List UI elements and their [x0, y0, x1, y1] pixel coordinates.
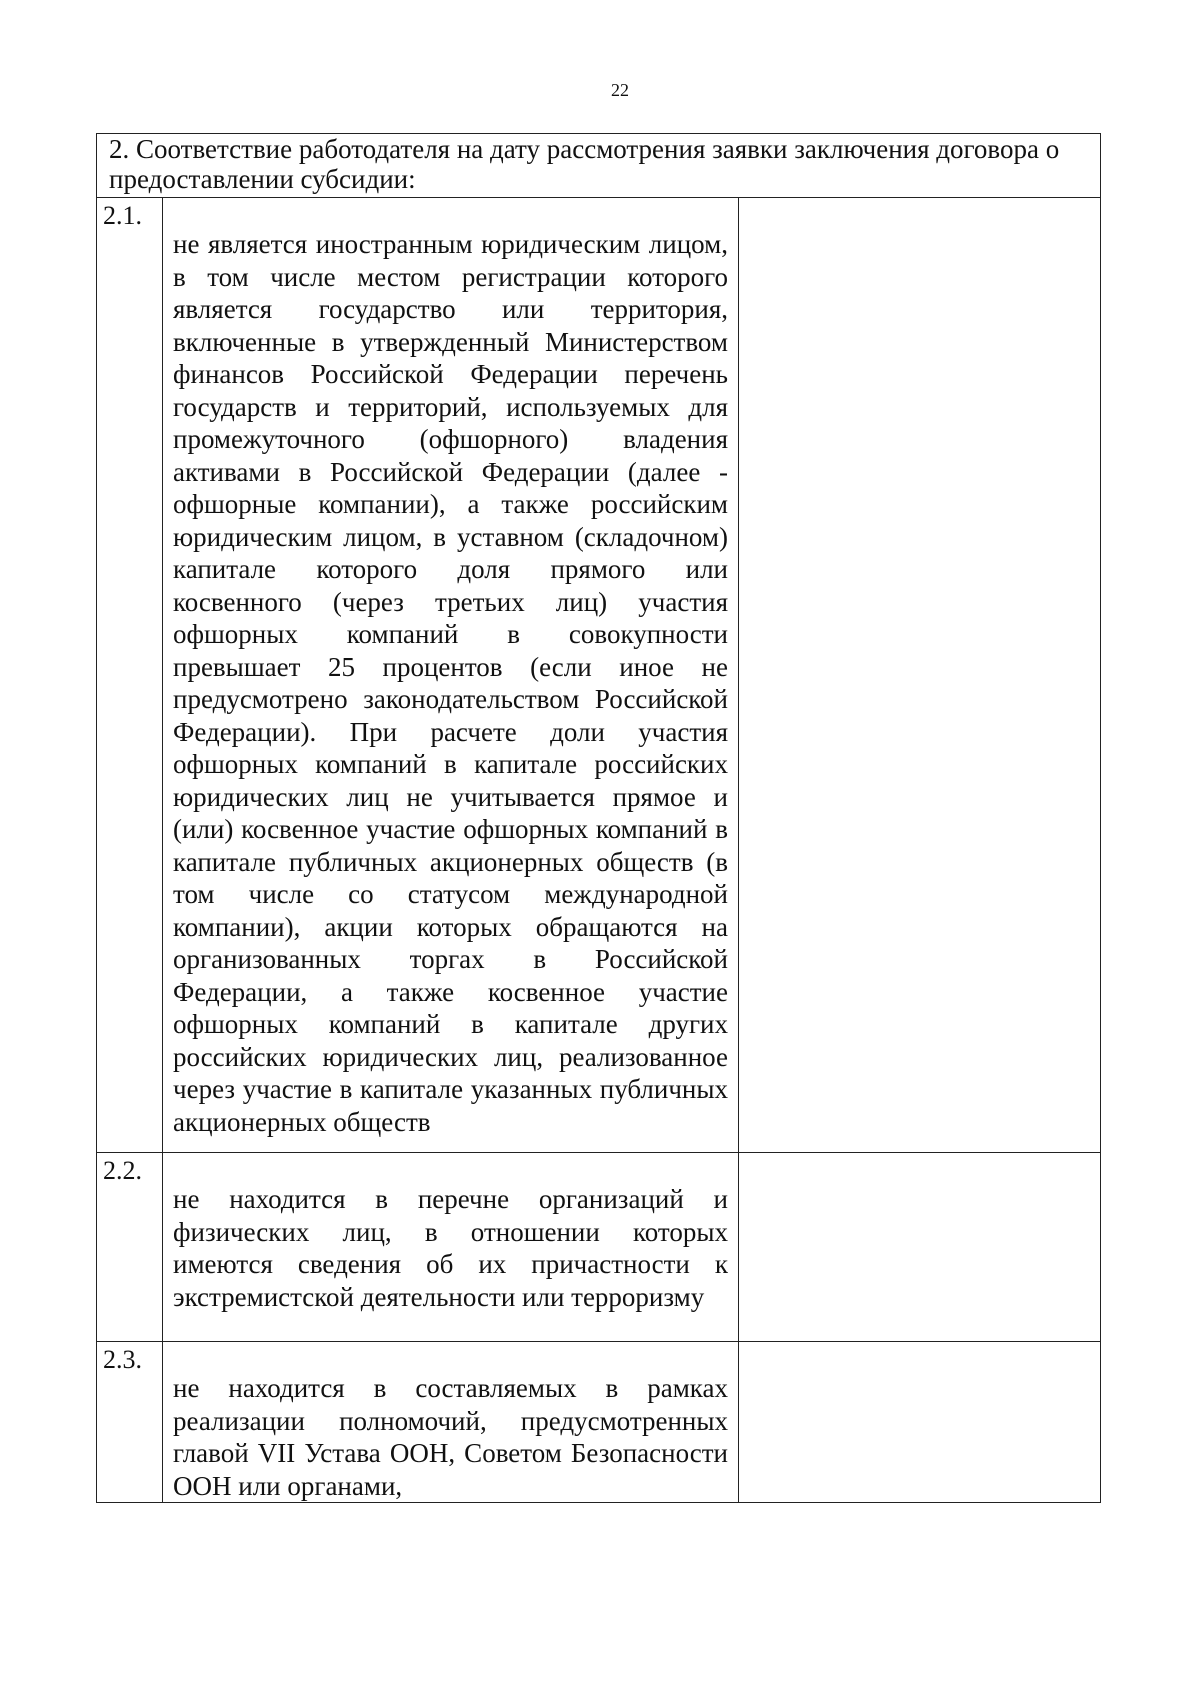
row-criterion-text: не находится в перечне организаций и физических лиц, в отношении которых имеются сведения об их причастности к экстремистской деятельности или терроризму — [163, 1153, 739, 1342]
section-heading: 2. Соответствие работодателя на дату рассмотрения заявки заключения договора о предоставлении субсидии: — [97, 134, 1101, 198]
table-row — [97, 1342, 1101, 1503]
row-number: 2.1. — [97, 198, 163, 1153]
table-header-row — [97, 134, 1101, 198]
table-row — [97, 1153, 1101, 1342]
row-value-cell — [739, 1342, 1101, 1503]
row-criterion-text: не является иностранным юридическим лицом, в том числе местом регистрации которого является государство или территория, включенные в утвержденный Министерством финансов Российской Федерации перечень государств и территорий, используемых для промежуточного (офшорного) владения активами в Российской Федерации (далее - офшорные компании), а также российским юридическим лицом, в уставном (складочном) капитале которого доля прямого или косвенного (через третьих лиц) участия офшорных компаний в совокупности превышает 25 процентов (если иное не предусмотрено законодательством Российской Федерации). При расчете доли участия офшорных компаний в капитале российских юридических лиц не учитывается прямое и (или) косвенное участие офшорных компаний в капитале публичных акционерных обществ (в том числе со статусом международной компании), акции которых обращаются на организованных торгах в Российской Федерации, а также косвенное участие офшорных компаний в капитале других российских юридических лиц, реализованное через участие в капитале указанных публичных акционерных обществ — [163, 198, 739, 1153]
criteria-table — [96, 133, 1101, 1503]
page-number: 22 — [611, 80, 629, 100]
row-value-cell — [739, 1153, 1101, 1342]
row-number: 2.3. — [97, 1342, 163, 1503]
row-number: 2.2. — [97, 1153, 163, 1342]
row-criterion-text: не находится в составляемых в рамках реализации полномочий, предусмотренных главой VII Устава ООН, Советом Безопасности ООН или органами, — [163, 1342, 739, 1503]
table-row — [97, 198, 1101, 1153]
row-value-cell — [739, 198, 1101, 1153]
